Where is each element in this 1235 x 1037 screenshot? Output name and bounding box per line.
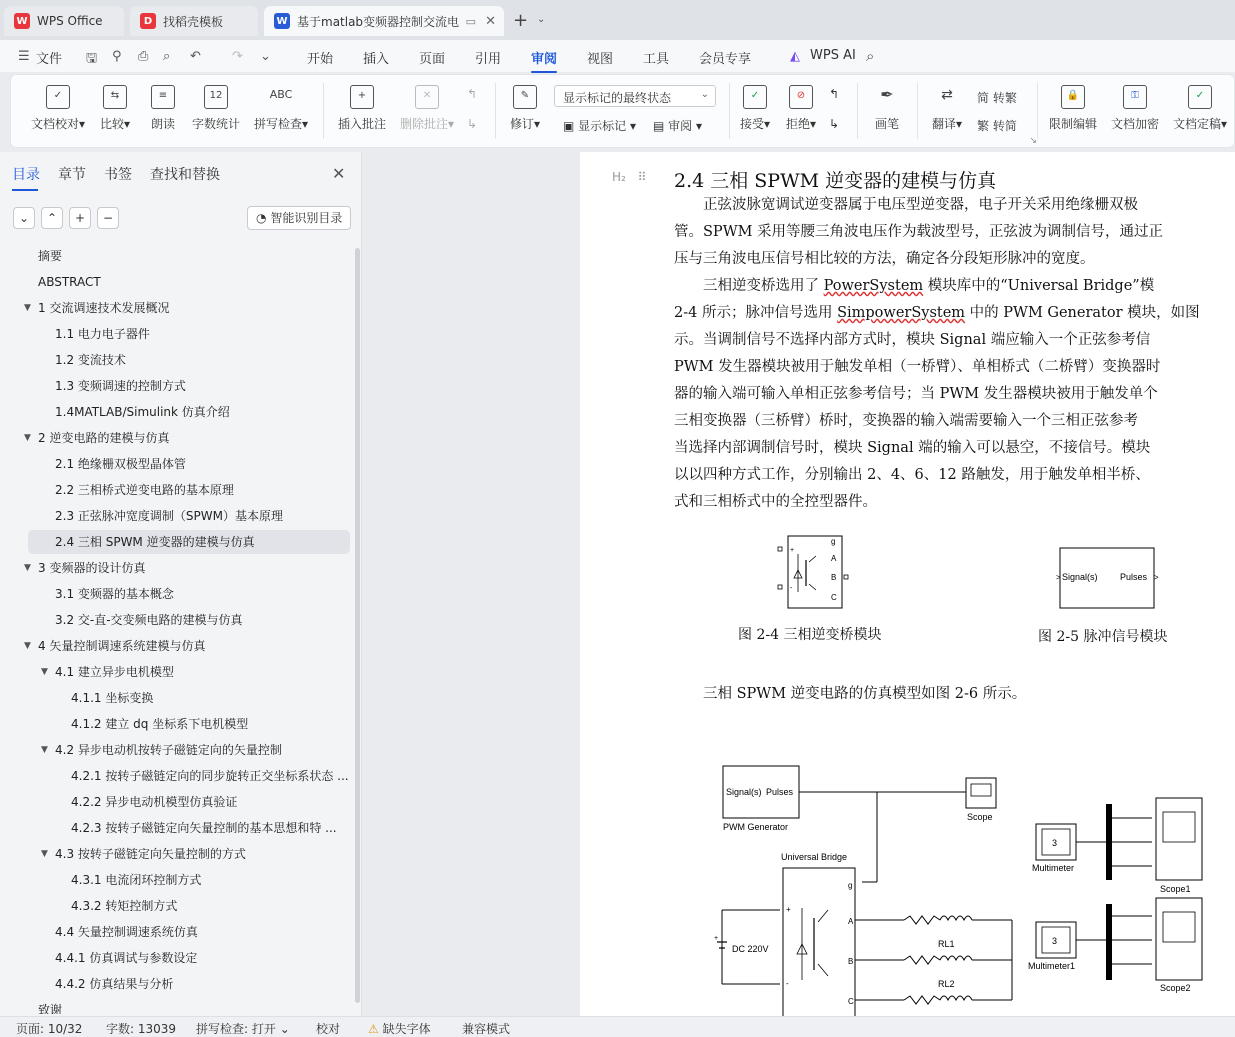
proof-status[interactable]: 校对 — [316, 1022, 341, 1036]
reject-button[interactable]: ⊘ 拒绝▾ — [783, 85, 819, 132]
scope2-label: Scope2 — [1160, 983, 1191, 993]
expand-caret-icon[interactable]: ▼ — [24, 563, 31, 573]
dropdown-caret-icon: ▾ — [763, 117, 771, 131]
tab-template[interactable] — [130, 6, 258, 36]
expand-caret-icon[interactable]: ▼ — [41, 667, 48, 677]
toc-item[interactable] — [0, 738, 350, 762]
bridge-minus-label: - — [790, 585, 793, 592]
toc-item[interactable] — [0, 764, 350, 788]
dropdown-caret-icon: ▾ — [78, 117, 86, 131]
drag-handle-icon[interactable]: ⠿ — [637, 170, 647, 184]
tab-bookmarks[interactable]: 书签 — [104, 167, 132, 183]
toc-item[interactable] — [0, 348, 350, 372]
lock-document-icon: 🔒 — [1061, 85, 1085, 109]
paragraph-1 — [674, 192, 1235, 273]
hamburger-icon[interactable]: ☰ — [18, 49, 30, 64]
menu-bar — [0, 40, 1235, 72]
remove-heading-button[interactable] — [97, 207, 119, 229]
figure-2-4-caption: 图 2-4 三相逆变桥模块 — [738, 627, 882, 643]
expand-caret-icon[interactable]: ▼ — [41, 745, 48, 755]
text-line: 管。SPWM 采用等腰三角波电压作为载波型号，正弦波为调制信号，通过正 — [674, 224, 1164, 240]
chevron-down-icon[interactable]: ⌄ — [260, 49, 271, 64]
toc-item[interactable] — [0, 296, 350, 320]
toc-item[interactable] — [0, 842, 350, 866]
menu-insert[interactable]: 插入 — [363, 52, 390, 67]
toc-item[interactable] — [0, 504, 350, 528]
toc-item[interactable] — [0, 712, 350, 736]
dropdown-caret-icon: ▾ — [1220, 117, 1228, 131]
dropdown-caret-icon: ▾ — [809, 117, 817, 131]
wps-logo-icon: W — [14, 13, 30, 29]
text-line: 三相变换器（三桥臂）桥时，变换器的输入端需要输入一个三相正弦参考 — [674, 413, 1138, 429]
reject-icon: ⊘ — [789, 85, 813, 109]
toc-item-label: 致谢 — [38, 1003, 63, 1014]
show-markup-button[interactable]: ▣ 显示标记 ▾ — [563, 119, 637, 133]
bridge-b-label: B — [848, 957, 854, 966]
translate-button[interactable]: ⇄ 翻译▾ — [931, 87, 963, 131]
compare-button[interactable]: ⇆ 比较▾ — [97, 85, 133, 132]
tab-label: 基于matlab变频器控制交流电 — [297, 14, 460, 29]
proofread-icon: ✓ — [46, 85, 70, 109]
toc-item-label: 3.2 交-直-交变频电路的建模与仿真 — [55, 613, 243, 627]
toc-item-label: 摘要 — [38, 249, 63, 263]
text-line: PWM 发生器模块被用于触发单相（一桥臂）、单相桥式（二桥臂）变换器时 — [674, 359, 1161, 375]
toc-item-label: 1.2 变流技术 — [55, 353, 126, 367]
arrow-right-icon: > — [1056, 573, 1061, 582]
toc-item-label: 4.1.1 坐标变换 — [71, 691, 154, 705]
menu-file[interactable]: 文件 — [36, 52, 63, 67]
toc-item-label: 4.2 异步电动机按转子磁链定向的矢量控制 — [55, 743, 282, 757]
toc-item-label: 4.2.1 按转子磁链定向的同步旋转正交坐标系状态 ... — [71, 769, 349, 783]
dialog-launcher-icon[interactable]: ↘ — [1029, 136, 1037, 146]
toc-item-label: 4.4.1 仿真调试与参数设定 — [55, 951, 198, 965]
toc-item[interactable] — [0, 322, 350, 346]
new-tab-icon[interactable]: + — [513, 10, 529, 31]
bridge-a-label: A — [831, 554, 837, 563]
comment-delete-icon: ✕ — [415, 85, 439, 109]
pwm-pulses-label: Pulses — [1120, 572, 1148, 582]
ribbon-separator — [495, 83, 496, 139]
figure-pwm-block — [1054, 546, 1160, 610]
delete-comment-button[interactable]: ✕ 删除批注▾ — [397, 85, 457, 132]
docer-logo-icon: D — [140, 13, 156, 29]
bridge-minus-label: - — [786, 979, 789, 988]
expand-caret-icon[interactable]: ▼ — [41, 849, 48, 859]
chevron-down-icon: ⌄ — [279, 1022, 290, 1036]
rl2-label: RL2 — [938, 979, 955, 989]
text-line: 2-4 所示；脉冲信号选用 SimpowerSystem 中的 PWM Generator 模块，如图 — [674, 305, 1200, 321]
navigation-pane — [0, 152, 362, 1016]
pen-icon: ✒ — [880, 85, 894, 104]
next-comment-icon[interactable]: ↳ — [467, 117, 478, 131]
comment-plus-icon: + — [350, 85, 374, 109]
text-line: 器的输入端可输入单相正弦参考信号；当 PWM 发生器模块被用于触发单个 — [674, 386, 1158, 402]
expand-caret-icon[interactable]: ▼ — [24, 433, 31, 443]
menu-wps-ai[interactable]: WPS AI — [810, 48, 856, 63]
collapse-button[interactable] — [13, 207, 35, 229]
toc-item-label: 1.1 电力电子器件 — [55, 327, 150, 341]
scope-label: Scope — [967, 812, 993, 822]
finalize-document-icon: ✓ — [1188, 85, 1212, 109]
insert-comment-button[interactable]: + 插入批注 — [337, 85, 387, 132]
text-line: 正弦波脉宽调试逆变器属于电压型逆变器，电子开关采用绝缘栅双极 — [674, 197, 1138, 213]
tab-find-replace[interactable]: 查找和替换 — [150, 167, 220, 183]
bridge-c-label: C — [831, 593, 837, 602]
save-icon[interactable]: 🖫 — [86, 51, 98, 66]
document-page[interactable] — [580, 152, 1235, 1016]
multimeter-value: 3 — [1052, 838, 1058, 848]
writer-logo-icon: W — [274, 13, 290, 29]
toc-item-label: 4.4 矢量控制调速系统仿真 — [55, 925, 198, 939]
chevron-down-icon: ⌄ — [18, 211, 30, 225]
multimeter1-label: Multimeter1 — [1028, 961, 1076, 971]
bridge-g-label: g — [848, 881, 853, 890]
ribbon-separator — [729, 83, 730, 139]
translate-icon: ⇄ — [941, 87, 953, 103]
smart-toc-button[interactable]: ◔ 智能识别目录 — [247, 206, 351, 230]
text-line: 三相逆变桥选用了 PowerSystem 模块库中的“Universal Bridge”模 — [674, 278, 1155, 294]
toc-item[interactable] — [0, 244, 350, 268]
revise-icon: ✎ — [513, 85, 537, 109]
toc-item[interactable] — [0, 868, 350, 892]
dropdown-caret-icon: ▾ — [533, 117, 541, 131]
multimeter1-value: 3 — [1052, 936, 1058, 946]
menu-page[interactable]: 页面 — [419, 52, 446, 67]
tab-label: 找稻壳模板 — [163, 14, 224, 29]
paragraph-3: 三相 SPWM 逆变电路的仿真模型如图 2-6 所示。 — [674, 686, 1027, 702]
pwm-signal-label: Signal(s) — [1062, 572, 1098, 582]
word-count[interactable]: 字数: 13039 — [106, 1022, 177, 1036]
accept-button[interactable]: ✓ 接受▾ — [737, 85, 773, 132]
toc-list — [0, 244, 352, 1014]
pwm-generator-label: PWM Generator — [723, 822, 789, 832]
add-heading-button[interactable] — [69, 207, 91, 229]
menu-review[interactable]: 审阅 — [531, 48, 557, 67]
toc-item-label: 4.3 按转子磁链定向矢量控制的方式 — [55, 847, 246, 861]
figure-2-5-caption: 图 2-5 脉冲信号模块 — [1038, 629, 1168, 645]
toc-item-label: 4.3.2 转矩控制方式 — [71, 899, 178, 913]
toc-item[interactable] — [0, 894, 350, 918]
encrypt-document-icon: ⚿ — [1123, 85, 1147, 109]
toc-item-label: 2.4 三相 SPWM 逆变器的建模与仿真 — [55, 535, 255, 549]
close-icon[interactable]: ✕ — [485, 13, 496, 29]
expand-caret-icon[interactable]: ▼ — [24, 303, 31, 313]
toc-item-label: 1.3 变频调速的控制方式 — [55, 379, 186, 393]
toc-item-label: 1.4MATLAB/Simulink 仿真介绍 — [55, 405, 230, 419]
text-line: 示。当调制信号不选择内部方式时，模块 Signal 端应输入一个正弦参考信 — [674, 332, 1151, 348]
redo-icon[interactable]: ↷ — [232, 49, 243, 64]
toc-item[interactable] — [0, 790, 350, 814]
toc-item[interactable] — [0, 998, 350, 1014]
dc-plus-label: + — [714, 935, 719, 942]
read-aloud-button[interactable]: ≡ 朗读 — [149, 85, 177, 132]
toc-item[interactable] — [0, 634, 350, 658]
compat-mode-status: 兼容模式 — [462, 1022, 511, 1036]
toc-item-label: 1 交流调速技术发展概况 — [38, 301, 170, 315]
bridge-plus-label: + — [786, 905, 791, 914]
tab-label: WPS Office — [37, 14, 103, 28]
spell-underlined-word: SimpowerSystem — [837, 305, 966, 321]
compare-icon: ⇆ — [103, 85, 127, 109]
search-icon[interactable]: ⌕ — [866, 47, 875, 65]
toc-item[interactable] — [0, 270, 350, 294]
toc-item[interactable] — [0, 400, 350, 424]
ribbon-separator — [323, 83, 324, 139]
status-bar — [0, 1016, 1235, 1037]
toc-item[interactable] — [0, 426, 350, 450]
chevron-down-icon[interactable]: ⌄ — [537, 14, 546, 25]
plus-icon: + — [74, 211, 86, 225]
tab-bar — [0, 0, 1235, 40]
revise-button[interactable]: ✎ 修订▾ — [505, 85, 545, 132]
pwm-pulses-label: Pulses — [766, 787, 794, 797]
toc-item[interactable] — [0, 374, 350, 398]
rl1-label: RL1 — [938, 939, 955, 949]
to-traditional-button[interactable]: 简 转繁 — [977, 91, 1017, 105]
bridge-a-label: A — [848, 917, 854, 926]
scope1-label: Scope1 — [1160, 884, 1191, 894]
heading-level-marker[interactable]: H₂ ⠿ — [612, 170, 647, 184]
toc-item-label: 3 变频器的设计仿真 — [38, 561, 146, 575]
finalize-button[interactable]: ✓ 文档定稿▾ — [1169, 85, 1231, 132]
prev-change-icon[interactable]: ↰ — [829, 87, 840, 101]
prev-comment-icon[interactable]: ↰ — [467, 87, 478, 101]
bridge-g-label: g — [831, 537, 836, 546]
toc-item-label: 2.3 正弦脉冲宽度调制（SPWM）基本原理 — [55, 509, 283, 523]
figure-universal-bridge — [776, 534, 850, 610]
toc-item[interactable] — [0, 660, 350, 684]
print-preview-icon[interactable]: ⌕ — [163, 49, 171, 64]
text-line: 式和三相桥式中的全控型器件。 — [674, 494, 877, 510]
wps-ai-icon[interactable]: ◭ — [790, 49, 800, 64]
toc-item-label: 3.1 变频器的基本概念 — [55, 587, 174, 601]
toc-item-label: 4.3.1 电流闭环控制方式 — [71, 873, 202, 887]
next-change-icon[interactable]: ↳ — [829, 117, 840, 131]
ribbon-separator — [857, 83, 858, 139]
toc-item[interactable] — [0, 686, 350, 710]
dropdown-caret-icon: ▾ — [447, 117, 455, 131]
toc-item-label: ABSTRACT — [38, 275, 101, 289]
toc-item-label: 4.1.2 建立 dq 坐标系下电机模型 — [71, 717, 249, 731]
toc-item[interactable] — [0, 582, 350, 606]
dropdown-caret-icon: ▾ — [955, 117, 963, 131]
missing-font-status[interactable]: ⚠ 缺失字体 — [368, 1022, 431, 1036]
menu-member[interactable]: 会员专享 — [699, 52, 752, 67]
text-line: 以以四种方式工作，分别输出 2、4、6、12 路触发，用于触发单相半桥、 — [674, 467, 1150, 483]
toc-item-label: 2.1 绝缘栅双极型晶体管 — [55, 457, 186, 471]
bridge-c-label: C — [848, 997, 854, 1006]
bridge-b-label: B — [831, 573, 837, 582]
expand-caret-icon[interactable]: ▼ — [24, 641, 31, 651]
toc-item-label: 4 矢量控制调速系统建模与仿真 — [38, 639, 206, 653]
print-icon[interactable]: ⎙ — [138, 49, 149, 64]
toc-item[interactable] — [0, 556, 350, 580]
spell-check-button[interactable]: ABC 拼写检查▾ — [251, 85, 311, 132]
ribbon-review — [10, 74, 1235, 148]
toc-item[interactable] — [0, 608, 350, 632]
dropdown-caret-icon: ▾ — [301, 117, 309, 131]
toc-item[interactable] — [0, 920, 350, 944]
multimeter-label: Multimeter — [1032, 863, 1075, 873]
smart-icon: ◔ — [256, 211, 267, 225]
toc-item-label: 4.2.2 异步电动机模型仿真验证 — [71, 795, 238, 809]
ribbon-separator — [917, 83, 918, 139]
toc-item-label: 2.2 三相桥式逆变电路的基本原理 — [55, 483, 234, 497]
section-heading: 2.4 三相 SPWM 逆变器的建模与仿真 — [674, 170, 997, 192]
tab-chapters[interactable]: 章节 — [58, 167, 86, 183]
chevron-down-icon: ⌄ — [700, 89, 709, 100]
tab-document[interactable] — [264, 6, 504, 36]
toc-item[interactable] — [0, 816, 350, 840]
word-count-icon: 12 — [204, 85, 228, 109]
spell-check-status[interactable]: 拼写检查: 打开 ⌄ — [196, 1022, 290, 1036]
toc-item-label: 4.1 建立异步电机模型 — [55, 665, 174, 679]
toc-item[interactable] — [28, 530, 350, 554]
minus-icon: − — [102, 211, 114, 225]
tab-toc[interactable]: 目录 — [12, 164, 40, 184]
read-aloud-icon: ≡ — [151, 85, 175, 109]
chevron-up-icon: ⌃ — [46, 211, 58, 225]
tab-wps-office[interactable] — [4, 6, 124, 36]
dropdown-caret-icon: ▾ — [123, 117, 131, 131]
menu-tools[interactable]: 工具 — [643, 52, 670, 67]
toc-item[interactable] — [0, 478, 350, 502]
markup-display-select[interactable]: 显示标记的最终状态 ⌄ — [554, 85, 716, 107]
menu-reference[interactable]: 引用 — [475, 52, 502, 67]
review-pane-button[interactable]: ▤ 审阅 ▾ — [653, 119, 703, 133]
spell-check-icon: ABC — [269, 88, 293, 101]
toc-item[interactable] — [0, 972, 350, 996]
page-indicator[interactable]: 页面: 10/32 — [16, 1022, 83, 1036]
word-count-button[interactable]: 12 字数统计 — [189, 85, 243, 132]
toc-scrollbar[interactable] — [355, 248, 360, 1003]
figure-simulation-model — [714, 758, 1235, 1016]
pen-button[interactable]: ✒ 画笔 — [874, 85, 899, 131]
proofread-button[interactable]: ✓ 文档校对▾ — [29, 85, 87, 132]
link-icon[interactable]: ⚲ — [112, 49, 122, 64]
expand-button[interactable] — [41, 207, 63, 229]
paragraph-2 — [674, 273, 1235, 516]
pwm-signal-label: Signal(s) — [726, 787, 762, 797]
accept-icon: ✓ — [743, 85, 767, 109]
menu-start[interactable]: 开始 — [307, 52, 334, 67]
warning-icon: ⚠ — [368, 1022, 379, 1036]
toc-item[interactable] — [0, 452, 350, 476]
menu-view[interactable]: 视图 — [587, 52, 614, 67]
toc-item-label: 4.4.2 仿真结果与分析 — [55, 977, 174, 991]
spell-underlined-word: PowerSystem — [823, 278, 924, 294]
to-simplified-button[interactable]: 繁 转简 — [977, 119, 1017, 133]
arrow-right-icon: > — [1154, 573, 1159, 582]
dc-source-label: DC 220V — [732, 944, 769, 954]
ribbon-separator — [1037, 83, 1038, 139]
monitor-icon[interactable]: ▭ — [465, 14, 476, 28]
toc-item-label: 4.2.3 按转子磁链定向矢量控制的基本思想和特 ... — [71, 821, 337, 835]
document-margin — [363, 152, 580, 1016]
encrypt-button[interactable]: ⚿ 文档加密 — [1109, 85, 1161, 132]
toc-item-label: 2 逆变电路的建模与仿真 — [38, 431, 170, 445]
text-line: 压与三角波电压信号相比较的方法，确定各分段矩形脉冲的宽度。 — [674, 251, 1095, 267]
undo-icon[interactable]: ↶ — [190, 49, 201, 64]
toc-item[interactable] — [0, 946, 350, 970]
close-icon[interactable]: ✕ — [332, 164, 346, 183]
text-line: 当选择内部调制信号时，模块 Signal 端的输入可以悬空，不接信号。模块 — [674, 440, 1151, 456]
bridge-plus-label: + — [790, 547, 795, 554]
universal-bridge-label: Universal Bridge — [781, 852, 848, 862]
restrict-edit-button[interactable]: 🔒 限制编辑 — [1047, 85, 1099, 132]
